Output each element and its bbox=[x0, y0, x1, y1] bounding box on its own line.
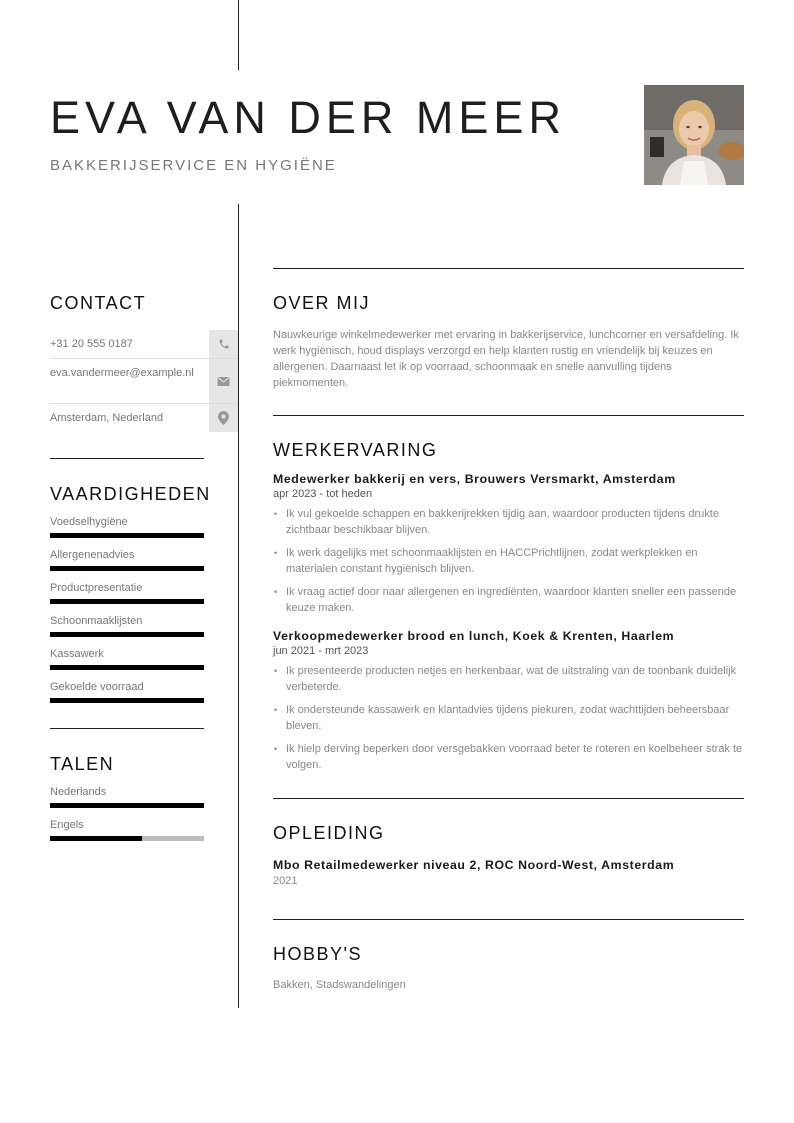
section-divider bbox=[50, 728, 204, 729]
skill-item bbox=[50, 515, 238, 538]
skills-list bbox=[50, 515, 238, 703]
location-pin-icon bbox=[209, 404, 238, 432]
skill-level-bar bbox=[50, 566, 204, 571]
top-divider-line bbox=[238, 0, 239, 70]
job-date: jun 2021 - mrt 2023 bbox=[273, 645, 369, 657]
education-degree: Mbo Retailmedewerker niveau 2, ROC Noord-West, Amsterdam bbox=[273, 858, 675, 872]
contact-email-row bbox=[50, 359, 238, 404]
job-bullet: • Ik vul gekoelde schappen en bakkerijrekken tijdig aan, waardoor producten tijdens drukte zichtbaar beschikbaar blijven. bbox=[273, 506, 744, 538]
education-section bbox=[273, 799, 744, 919]
skill-item bbox=[50, 548, 238, 571]
skill-label: Productpresentatie bbox=[50, 582, 143, 594]
job-bullets bbox=[273, 506, 744, 616]
skill-level-bar bbox=[50, 836, 204, 841]
skills-heading: VAARDIGHEDEN bbox=[50, 484, 211, 504]
job-title: Verkoopmedewerker brood en lunch, Koek & Krenten, Haarlem bbox=[273, 629, 675, 643]
skill-level-fill bbox=[50, 599, 204, 604]
skill-level-fill bbox=[50, 698, 204, 703]
left-column bbox=[50, 293, 238, 841]
about-heading: OVER MIJ bbox=[273, 293, 371, 313]
phone-icon bbox=[209, 330, 238, 358]
skill-level-bar bbox=[50, 803, 204, 808]
contact-heading: CONTACT bbox=[50, 293, 147, 313]
job-bullet: • Ik werk dagelijks met schoonmaaklijsten en HACCPrichtlijnen, zodat werkplekken en materialen constant hygiënisch blijven. bbox=[273, 545, 744, 577]
hobbies-text: Bakken, Stadswandelingen bbox=[273, 979, 406, 991]
job-date: apr 2023 - tot heden bbox=[273, 488, 373, 500]
skill-level-bar bbox=[50, 698, 204, 703]
skill-label: Kassawerk bbox=[50, 648, 104, 660]
skill-level-bar bbox=[50, 533, 204, 538]
skill-label: Allergenenadvies bbox=[50, 549, 135, 561]
skill-label: Gekoelde voorraad bbox=[50, 681, 144, 693]
about-section bbox=[273, 269, 744, 415]
candidate-name: EVA VAN DER MEER bbox=[50, 92, 566, 143]
skill-label: Voedselhygiëne bbox=[50, 516, 128, 528]
skill-item bbox=[50, 680, 238, 703]
contact-location: Amsterdam, Nederland bbox=[50, 412, 164, 424]
contact-email: eva.vandermeer@example.nl bbox=[50, 367, 194, 379]
job-title: Medewerker bakkerij en vers, Brouwers Versmarkt, Amsterdam bbox=[273, 472, 676, 486]
job-subtitle: BAKKERIJSERVICE EN HYGIËNE bbox=[50, 157, 337, 174]
skill-level-bar bbox=[50, 665, 204, 670]
skill-level-fill bbox=[50, 836, 142, 841]
job-bullet: • Ik vraag actief door naar allergenen en ingrediënten, waardoor klanten sneller een passende keuze maken. bbox=[273, 584, 744, 616]
skill-item bbox=[50, 614, 238, 637]
skill-item bbox=[50, 581, 238, 604]
mail-icon bbox=[209, 359, 238, 403]
hobbies-section bbox=[273, 920, 744, 1015]
skill-level-fill bbox=[50, 632, 204, 637]
hobbies-heading: HOBBY'S bbox=[273, 944, 362, 964]
job-list bbox=[273, 471, 744, 773]
skill-level-fill bbox=[50, 533, 204, 538]
column-divider-line bbox=[238, 204, 239, 1008]
right-column bbox=[273, 268, 744, 1015]
job-bullet: • Ik ondersteunde kassawerk en klantadvies tijdens piekuren, zodat wachttijden beheersbaar bleven. bbox=[273, 702, 744, 734]
contact-phone: +31 20 555 0187 bbox=[50, 338, 133, 350]
skill-level-fill bbox=[50, 803, 204, 808]
about-text: Nauwkeurige winkelmedewerker met ervaring in bakkerijservice, lunchcorner en versafdeling. Ik werk hygiënisch, houd displays verzorgd en help klanten rustig en vriendelijk bij keuzes en allergenen. Daarnaast let ik op voorraad, schoonmaak en snelle aanvulling tijdens piekmomenten. bbox=[273, 329, 739, 389]
skill-level-bar bbox=[50, 599, 204, 604]
skill-level-fill bbox=[50, 566, 204, 571]
education-heading: OPLEIDING bbox=[273, 823, 385, 843]
contact-list bbox=[50, 330, 238, 432]
skill-level-bar bbox=[50, 632, 204, 637]
experience-section bbox=[273, 416, 744, 798]
languages-list bbox=[50, 785, 238, 841]
skill-level-fill bbox=[50, 665, 204, 670]
skill-item bbox=[50, 785, 238, 808]
skill-label: Schoonmaaklijsten bbox=[50, 615, 143, 627]
job-bullet: • Ik hielp derving beperken door versgebakken voorraad beter te roteren en koelbeheer strak te volgen. bbox=[273, 741, 744, 773]
skill-item bbox=[50, 647, 238, 670]
skill-label: Engels bbox=[50, 819, 84, 831]
profile-photo bbox=[644, 85, 744, 185]
skill-item bbox=[50, 818, 238, 841]
contact-location-row bbox=[50, 404, 238, 432]
experience-heading: WERKERVARING bbox=[273, 440, 438, 460]
contact-phone-row bbox=[50, 330, 238, 359]
skill-label: Nederlands bbox=[50, 786, 107, 798]
job-bullet: • Ik presenteerde producten netjes en herkenbaar, wat de uitstraling van de toonbank duidelijk verbeterde. bbox=[273, 663, 744, 695]
section-divider bbox=[50, 458, 204, 459]
languages-heading: TALEN bbox=[50, 754, 115, 774]
education-year: 2021 bbox=[273, 875, 298, 887]
job-bullets bbox=[273, 663, 744, 773]
